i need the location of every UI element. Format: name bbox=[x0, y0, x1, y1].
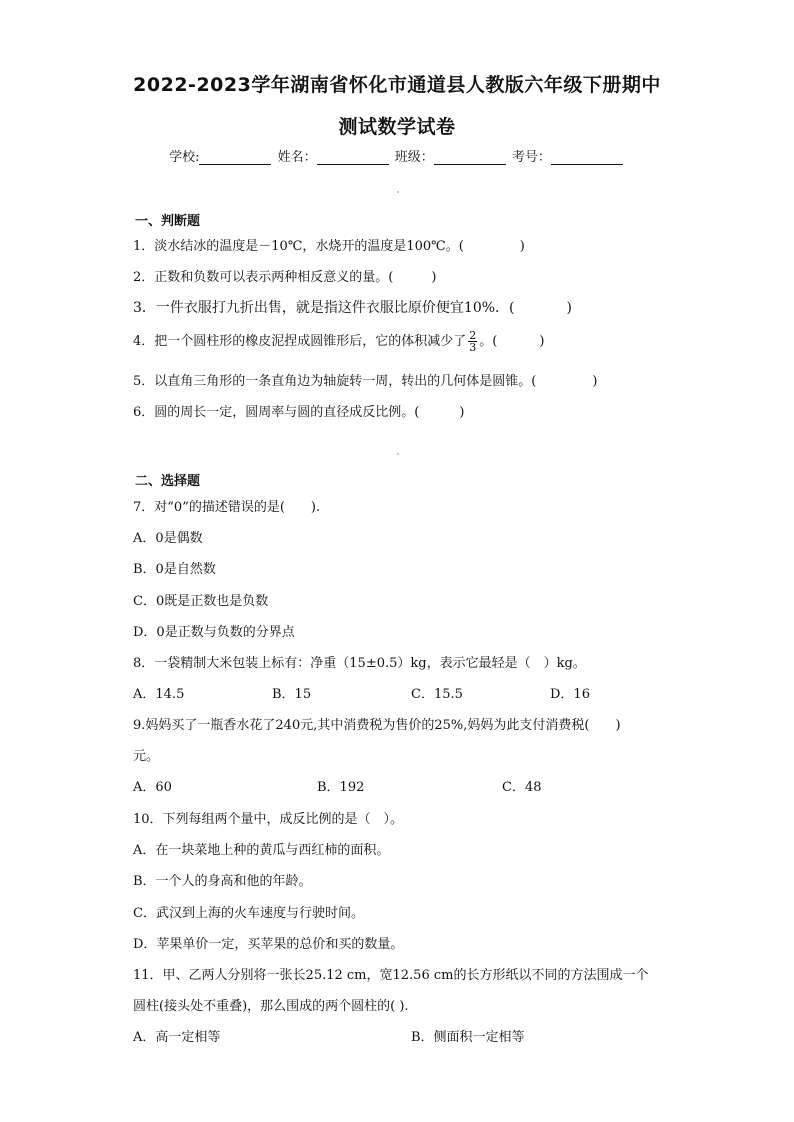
fraction-numerator: 2 bbox=[469, 329, 477, 342]
fraction-denominator: 3 bbox=[469, 341, 477, 354]
section-heading-choice: 二、选择题 bbox=[135, 474, 201, 489]
question-4-close: ) bbox=[539, 334, 545, 349]
question-1-close: ) bbox=[519, 239, 525, 254]
question-11-option-a[interactable]: A．高一定相等 bbox=[133, 1030, 221, 1045]
question-7-option-d[interactable]: D．0是正数与负数的分界点 bbox=[133, 625, 295, 640]
name-blank[interactable] bbox=[317, 150, 389, 165]
school-blank[interactable] bbox=[199, 150, 271, 165]
question-2 bbox=[133, 266, 436, 285]
question-5 bbox=[133, 370, 597, 389]
question-9-line1: 9.妈妈买了一瓶香水花了240元,其中消费税为售价的25%,妈妈为此支付消费税( ) bbox=[133, 718, 621, 733]
exam-title-line1: 2022-2023学年湖南省怀化市通道县人教版六年级下册期中 bbox=[133, 74, 661, 96]
name-label: 姓名： bbox=[277, 150, 317, 165]
question-11-line2: 圆柱(接头处不重叠)，那么围成的两个圆柱的( ). bbox=[133, 999, 409, 1014]
question-5-close: ) bbox=[592, 374, 598, 389]
question-7-option-b[interactable]: B．0是自然数 bbox=[133, 562, 216, 577]
question-3 bbox=[133, 297, 572, 317]
number-blank[interactable] bbox=[551, 150, 623, 165]
school-label: 学校: bbox=[169, 150, 200, 165]
question-11-line1: 11．甲、乙两人分别将一张长25.12 cm，宽12.56 cm的长方形纸以不同的方法围成一个 bbox=[133, 968, 649, 983]
question-1-text: 1．淡水结冰的温度是－10℃，水烧开的温度是100℃。( bbox=[133, 239, 464, 254]
question-3-text: 3．一件衣服打九折出售，就是指这件衣服比原价便宜10%．( bbox=[133, 300, 515, 316]
class-blank[interactable] bbox=[434, 150, 506, 165]
question-10-option-b[interactable]: B．一个人的身高和他的年龄。 bbox=[133, 874, 312, 889]
question-8: 8．一袋精制大米包装上标有：净重（15±0.5）kg，表示它最轻是（ ）kg。 bbox=[133, 656, 586, 671]
question-9-line2: 元。 bbox=[133, 749, 160, 764]
question-8-option-b[interactable]: B．15 bbox=[272, 687, 312, 702]
question-8-option-a[interactable]: A．14.5 bbox=[133, 687, 185, 702]
student-info-row bbox=[0, 146, 794, 165]
question-9-option-a[interactable]: A．60 bbox=[133, 780, 172, 795]
question-4 bbox=[133, 330, 544, 353]
question-9-option-c[interactable]: C．48 bbox=[502, 780, 542, 795]
question-6-close: ) bbox=[459, 405, 465, 420]
question-9-option-b[interactable]: B．192 bbox=[317, 780, 365, 795]
divider-dot bbox=[397, 453, 399, 455]
exam-title-line2: 测试数学试卷 bbox=[338, 116, 456, 138]
number-label: 考号： bbox=[511, 150, 551, 165]
question-10: 10．下列每组两个量中，成反比例的是（ ）。 bbox=[133, 812, 404, 827]
question-10-option-d[interactable]: D．苹果单价一定，买苹果的总价和买的数量。 bbox=[133, 937, 404, 952]
question-3-close: ) bbox=[566, 300, 572, 316]
question-2-close: ) bbox=[431, 270, 437, 285]
question-6 bbox=[133, 401, 464, 420]
question-1 bbox=[133, 235, 525, 254]
question-4-tail: 。( bbox=[479, 334, 498, 349]
section-heading-judge: 一、判断题 bbox=[135, 214, 201, 229]
question-11-option-b[interactable]: B．侧面积一定相等 bbox=[411, 1030, 525, 1045]
question-10-option-c[interactable]: C．武汉到上海的火车速度与行驶时间。 bbox=[133, 906, 364, 921]
question-7-option-a[interactable]: A．0是偶数 bbox=[133, 531, 203, 546]
question-10-option-a[interactable]: A．在一块菜地上种的黄瓜与西红柿的面积。 bbox=[133, 843, 390, 858]
class-label: 班级： bbox=[394, 150, 434, 165]
fraction-two-thirds bbox=[468, 330, 477, 353]
question-2-text: 2．正数和负数可以表示两种相反意义的量。( bbox=[133, 270, 394, 285]
question-8-option-d[interactable]: D．16 bbox=[550, 687, 590, 702]
question-7-option-c[interactable]: C．0既是正数也是负数 bbox=[133, 594, 269, 609]
question-6-text: 6．圆的周长一定，圆周率与圆的直径成反比例。( bbox=[133, 405, 420, 420]
question-7: 7．对“0”的描述错误的是( ). bbox=[133, 500, 321, 515]
question-4-text: 4．把一个圆柱形的橡皮泥捏成圆锥形后，它的体积减少了 bbox=[133, 334, 467, 349]
question-5-text: 5．以直角三角形的一条直角边为轴旋转一周，转出的几何体是圆锥。( bbox=[133, 374, 537, 389]
divider-dot bbox=[397, 191, 399, 193]
question-8-option-c[interactable]: C．15.5 bbox=[411, 687, 463, 702]
